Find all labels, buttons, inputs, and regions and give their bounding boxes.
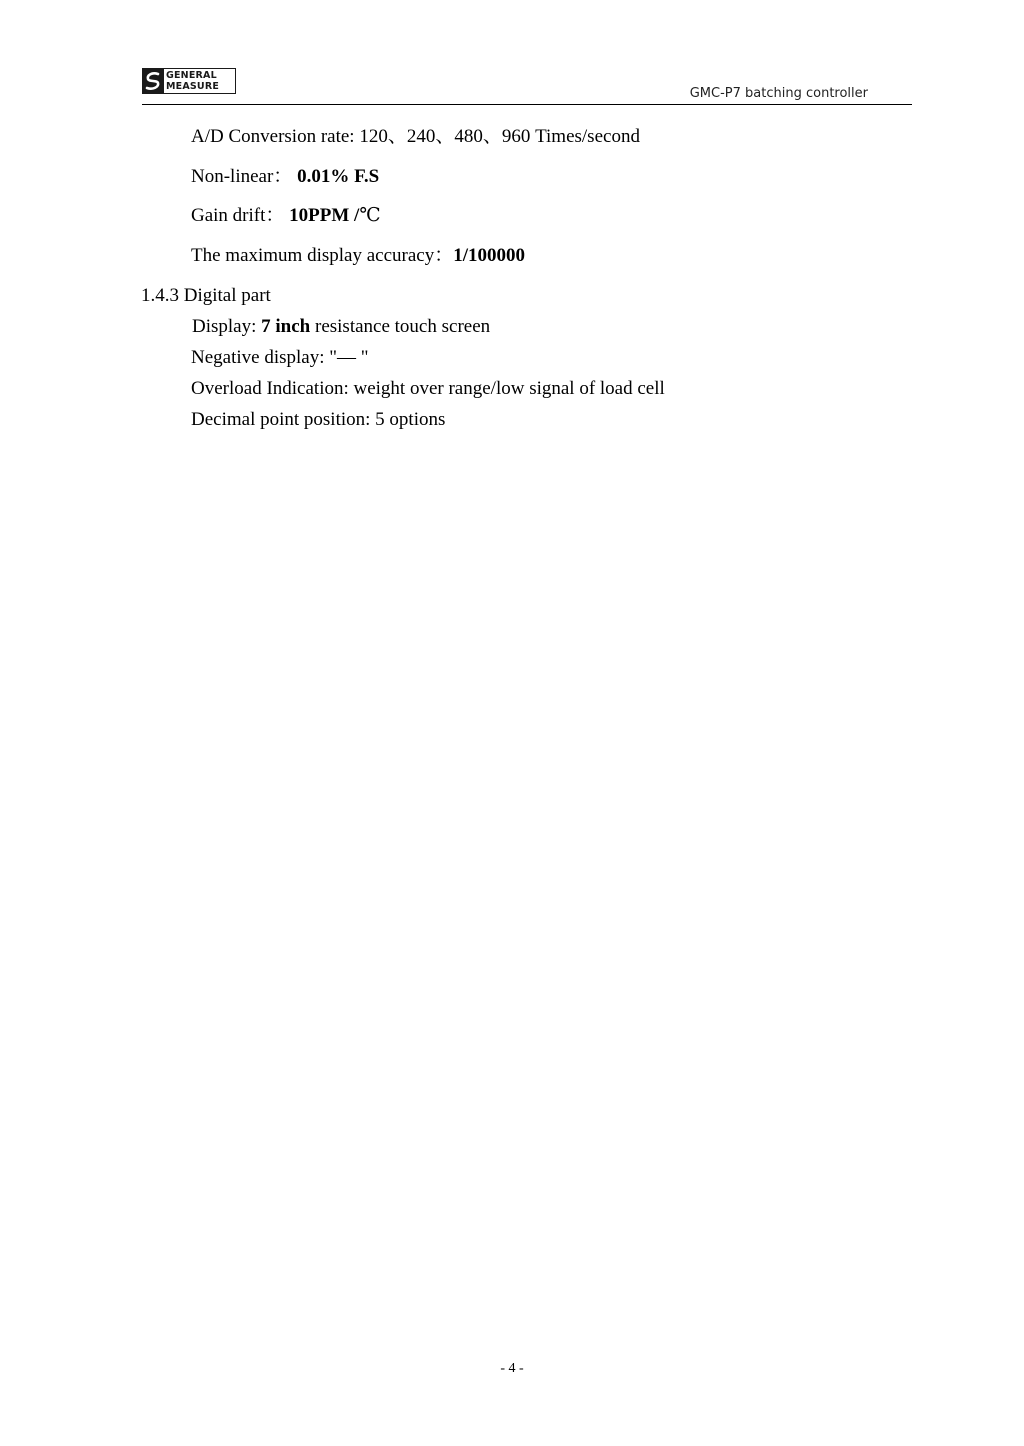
spec-negative-display: Negative display: "— " (191, 347, 369, 368)
section-heading-digital-part: 1.4.3 Digital part (141, 285, 271, 306)
logo-mark-icon (142, 68, 164, 94)
spec-gain-drift (191, 204, 381, 228)
spec-display-label: Display: (192, 316, 262, 337)
spec-decimal-point-position: Decimal point position: 5 options (191, 409, 446, 430)
document-title: GMC-P7 batching controller (689, 86, 868, 101)
company-logo (142, 68, 236, 94)
logo-word-2: MEASURE (166, 81, 220, 92)
spec-gain-drift-label: Gain drift： (191, 205, 285, 226)
spec-non-linear-value: 0.01% F.S (297, 166, 380, 187)
spec-max-accuracy-value: 1/100000 (453, 245, 525, 266)
spec-max-accuracy-label: The maximum display accuracy： (191, 245, 454, 266)
spec-max-display-accuracy (191, 244, 525, 268)
spec-display-value: 7 inch (261, 316, 311, 337)
page-number: - 4 - (500, 1361, 524, 1376)
logo-word-1: GENERAL (166, 70, 217, 81)
spec-overload-indication: Overload Indication: weight over range/low signal of load cell (191, 378, 665, 399)
spec-ad-conversion-rate: A/D Conversion rate: 120、240、480、960 Times/second (191, 126, 640, 147)
spec-display (192, 315, 490, 339)
spec-non-linear-label: Non-linear： (191, 166, 293, 187)
spec-non-linear (191, 165, 379, 189)
spec-display-suffix: resistance touch screen (310, 316, 491, 337)
logo-text (164, 68, 236, 94)
page-header (142, 68, 912, 105)
spec-gain-drift-value: 10PPM / (289, 205, 360, 226)
spec-gain-drift-unit: ℃ (359, 205, 381, 226)
